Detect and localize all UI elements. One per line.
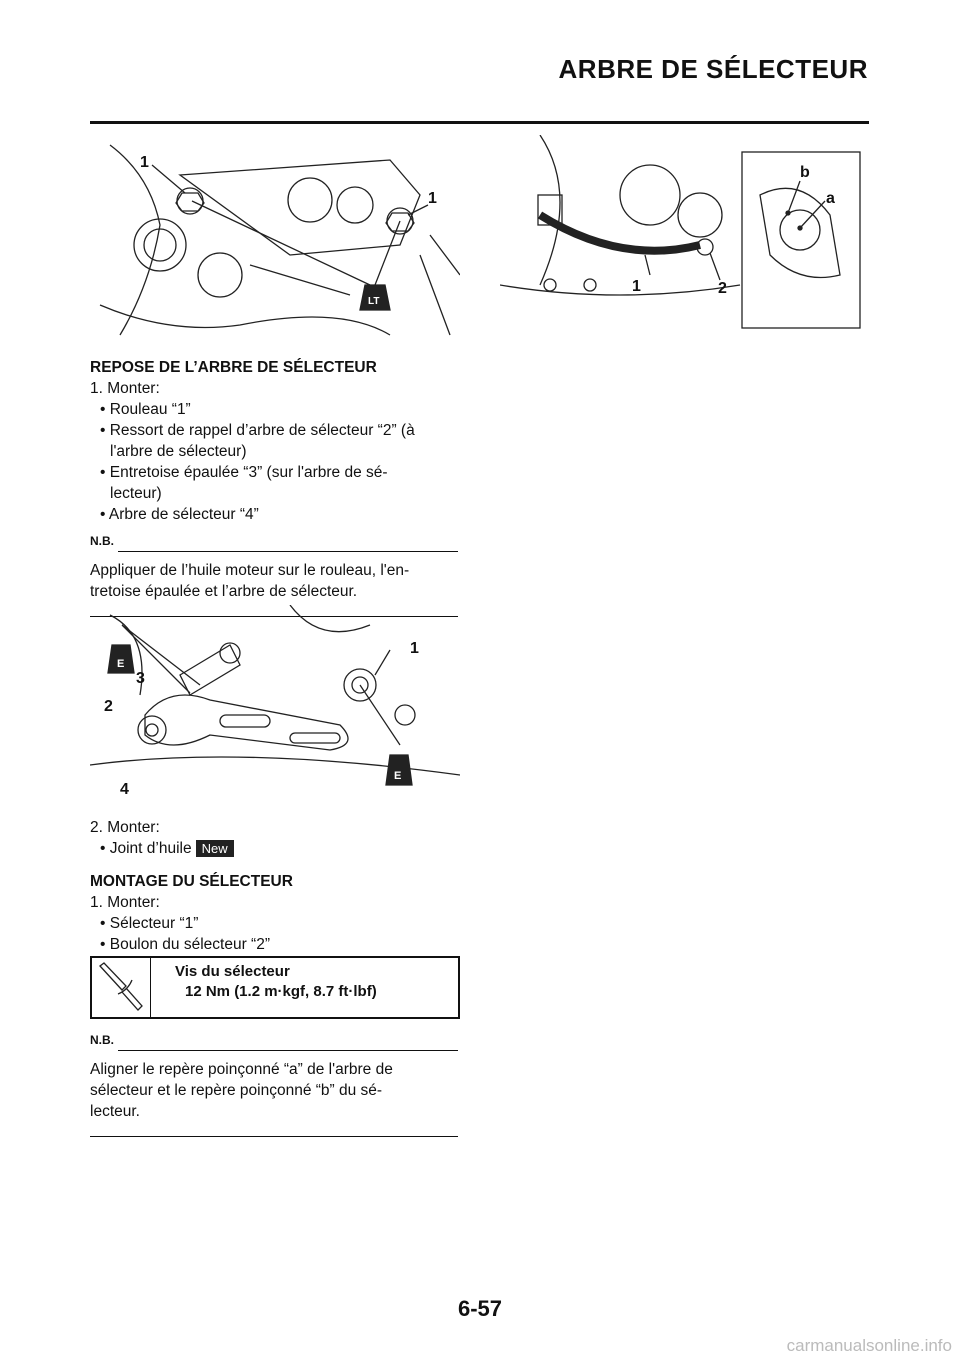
callout-2: 2: [718, 280, 727, 297]
e-badge: E: [117, 658, 125, 670]
figure-shift-pedal: [500, 135, 870, 347]
section-shift-pedal-install: [90, 871, 458, 955]
figure-shift-shaft-bolts: [90, 135, 460, 347]
callout-b: b: [800, 164, 810, 181]
callout-1: 1: [632, 278, 641, 295]
bullet-item: • Arbre de sélecteur “4”: [100, 506, 259, 523]
figure-shift-shaft-parts: [90, 605, 460, 800]
callout-1: 1: [428, 190, 437, 207]
bullet-continuation: lecteur): [110, 485, 162, 502]
note-alignment: [90, 1030, 458, 1137]
note-line: Appliquer de l’huile moteur sur le rouleau, l'en-: [90, 562, 410, 579]
new-badge: New: [196, 840, 234, 857]
bullet-continuation: l'arbre de sélecteur): [110, 443, 247, 460]
step-1: 1. Monter:: [90, 894, 160, 911]
note-line: sélecteur et le repère poinçonné “b” du sé-: [90, 1082, 383, 1099]
bullet-item: • Entretoise épaulée “3” (sur l'arbre de sé-: [100, 464, 388, 481]
bullet-item: • Sélecteur “1”: [100, 915, 199, 932]
section-heading: MONTAGE DU SÉLECTEUR: [90, 873, 293, 890]
bullet-text: • Joint d’huile: [100, 840, 192, 857]
bullet-item: • Boulon du sélecteur “2”: [100, 936, 270, 953]
section-oil-seal: [90, 817, 458, 859]
note-line: tretoise épaulée et l’arbre de sélecteur.: [90, 583, 358, 600]
callout-1: 1: [140, 154, 149, 171]
note-line: Aligner le repère poinçonné “a” de l'arbre de: [90, 1061, 393, 1078]
torque-wrench-icon: [92, 958, 151, 1017]
callout-2: 2: [104, 698, 113, 715]
page-number: 6-57: [457, 1296, 503, 1321]
torque-name: Vis du sélecteur: [175, 963, 290, 980]
note-label: N.B.: [90, 1033, 114, 1047]
callout-4: 4: [120, 781, 129, 798]
note-header: [90, 1030, 458, 1051]
e-badge: E: [394, 770, 402, 782]
step-2: 2. Monter:: [90, 819, 160, 836]
bullet-item: • Ressort de rappel d’arbre de sélecteur “2” (à: [100, 422, 415, 439]
callout-a: a: [826, 190, 835, 207]
page-title: ARBRE DE SÉLECTEUR: [558, 54, 868, 84]
callout-1: 1: [410, 640, 419, 657]
torque-value: 12 Nm (1.2 m·kgf, 8.7 ft·lbf): [185, 983, 377, 1000]
callout-3: 3: [136, 670, 145, 687]
section-shift-shaft-install: [90, 357, 458, 617]
torque-spec-box: [90, 956, 460, 1019]
section-heading: REPOSE DE L’ARBRE DE SÉLECTEUR: [90, 359, 377, 376]
bullet-item: [90, 838, 458, 859]
note-header: [90, 531, 458, 552]
note-line: lecteur.: [90, 1103, 140, 1120]
note-end-rule: [90, 1136, 458, 1137]
note-label: N.B.: [90, 534, 114, 548]
bullet-item: • Rouleau “1”: [100, 401, 191, 418]
header-rule: [90, 121, 869, 124]
watermark: carmanualsonline.info: [786, 1336, 952, 1355]
lt-badge: LT: [368, 296, 380, 307]
step-1: 1. Monter:: [90, 380, 160, 397]
